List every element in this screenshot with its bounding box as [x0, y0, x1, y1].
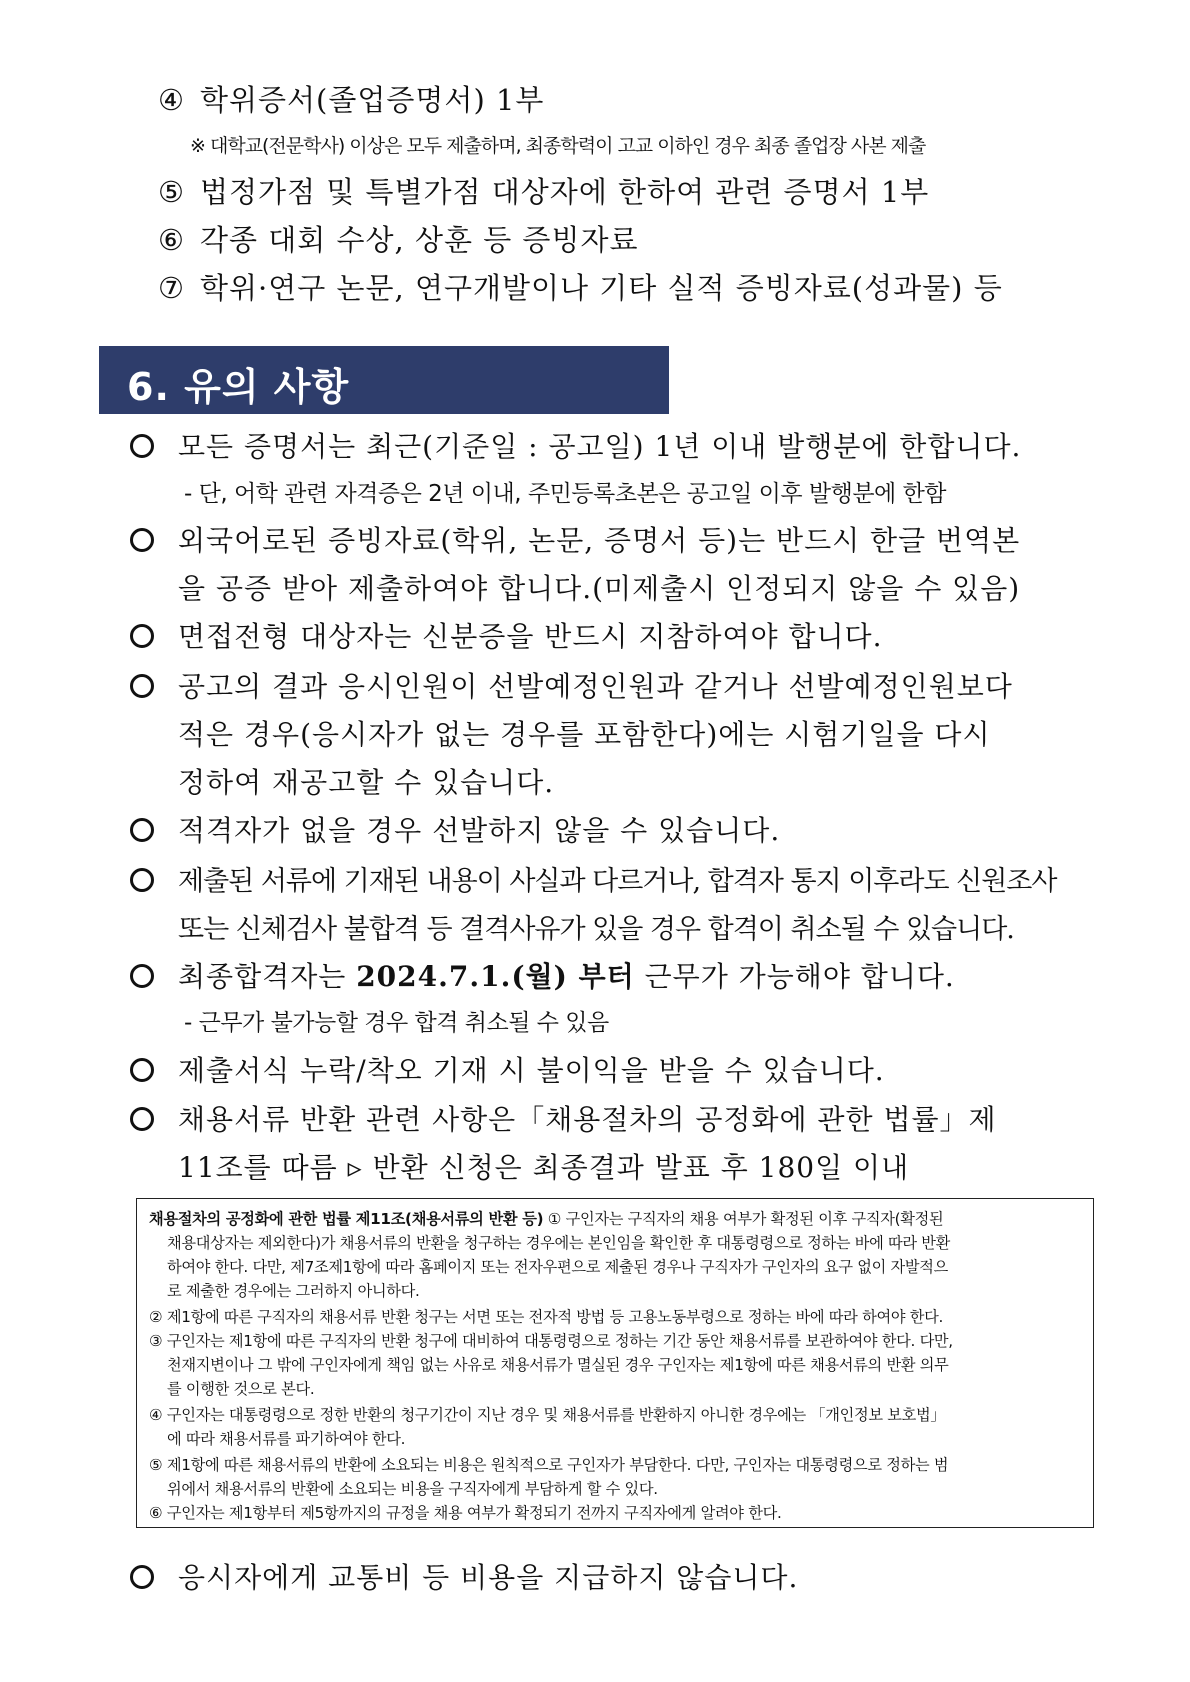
- notice-9-line-1: 채용서류 반환 관련 사항은「채용절차의 공정화에 관한 법률」제: [178, 1103, 997, 1136]
- bullet-circle-icon: [130, 1058, 154, 1082]
- law-heading: 채용절차의 공정화에 관한 법률 제11조(채용서류의 반환 등): [149, 1210, 544, 1228]
- item-marker: ⑦: [158, 271, 185, 305]
- doc-item-7: [158, 266, 1003, 307]
- item-marker: ⑤: [158, 175, 185, 209]
- notice-4-line-2: 적은 경우(응시자가 없는 경우를 포함한다)에는 시험기일을 다시: [178, 718, 991, 751]
- doc-item-4: [158, 78, 544, 119]
- law-paragraph-3-line-1: ③ 구인자는 제1항에 따른 구직자의 반환 청구에 대비하여 대통령령으로 정하는 기간 동안 채용서류를 보관하여야 한다. 다만,: [149, 1332, 953, 1350]
- item-text: 각종 대회 수상, 상훈 등 증빙자료: [200, 223, 639, 257]
- bullet-circle-icon: [130, 674, 154, 698]
- notice-7-start-date: 2024.7.1.(월) 부터: [356, 960, 635, 993]
- notice-1-sub: - 단, 어학 관련 자격증은 2년 이내, 주민등록초본은 공고일 이후 발행분에 한함: [184, 481, 947, 507]
- notice-6-line-1: 제출된 서류에 기재된 내용이 사실과 다르거나, 합격자 통지 이후라도 신원조사: [178, 866, 1057, 897]
- law-paragraph-3-line-3: 를 이행한 것으로 본다.: [167, 1380, 315, 1398]
- doc-item-5: [158, 170, 929, 211]
- doc-item-6: [158, 218, 639, 259]
- notice-2-line-2: 을 공증 받아 제출하여야 합니다.(미제출시 인정되지 않을 수 있음): [178, 572, 1021, 605]
- notice-2-line-1: 외국어로된 증빙자료(학위, 논문, 증명서 등)는 반드시 한글 번역본: [178, 524, 1021, 557]
- notice-7-suffix: 근무가 가능해야 합니다.: [634, 960, 955, 993]
- law-paragraph-4-line-1: ④ 구인자는 대통령령으로 정한 반환의 청구기간이 지난 경우 및 채용서류를 반환하지 아니한 경우에는 「개인정보 보호법」: [149, 1406, 946, 1424]
- notice-10: 응시자에게 교통비 등 비용을 지급하지 않습니다.: [178, 1561, 799, 1594]
- item-marker: ④: [158, 83, 185, 117]
- degree-note: ※ 대학교(전문학사) 이상은 모두 제출하며, 최종학력이 고교 이하인 경우 최종 졸업장 사본 제출: [190, 135, 926, 157]
- notice-5: 적격자가 없을 경우 선발하지 않을 수 있습니다.: [178, 814, 781, 847]
- notice-7-sub: - 근무가 불가능할 경우 합격 취소될 수 있음: [184, 1010, 609, 1036]
- law-excerpt-box: [136, 1198, 1094, 1528]
- notice-4-line-3: 정하여 재공고할 수 있습니다.: [178, 766, 555, 799]
- bullet-circle-icon: [130, 434, 154, 458]
- bullet-circle-icon: [130, 528, 154, 552]
- law-paragraph-4-line-2: 에 따라 채용서류를 파기하여야 한다.: [167, 1430, 406, 1448]
- law-paragraph-1-line-1: [149, 1208, 943, 1229]
- law-paragraph-1-line-4: 로 제출한 경우에는 그러하지 아니하다.: [167, 1282, 420, 1300]
- item-text: 학위증서(졸업증명서) 1부: [200, 83, 545, 117]
- law-paragraph-1-line-3: 하여야 한다. 다만, 제7조제1항에 따라 홈페이지 또는 전자우편으로 제출된 경우나 구직자가 구인자의 요구 없이 자발적으: [167, 1258, 948, 1276]
- item-text: 법정가점 및 특별가점 대상자에 한하여 관련 증명서 1부: [200, 175, 930, 209]
- notice-4-line-1: 공고의 결과 응시인원이 선발예정인원과 같거나 선발예정인원보다: [178, 670, 1013, 703]
- bullet-circle-icon: [130, 624, 154, 648]
- notice-7-prefix: 최종합격자는: [178, 960, 357, 993]
- bullet-circle-icon: [130, 868, 154, 892]
- item-marker: ⑥: [158, 223, 185, 257]
- notice-7: [178, 955, 955, 995]
- item-text: 학위·연구 논문, 연구개발이나 기타 실적 증빙자료(성과물) 등: [200, 271, 1003, 305]
- notice-1: 모든 증명서는 최근(기준일 : 공고일) 1년 이내 발행분에 한합니다.: [178, 430, 1022, 463]
- bullet-circle-icon: [130, 818, 154, 842]
- notice-6-line-2: 또는 신체검사 불합격 등 결격사유가 있을 경우 합격이 취소될 수 있습니다.: [178, 914, 1014, 945]
- law-paragraph-2: ② 제1항에 따른 구직자의 채용서류 반환 청구는 서면 또는 전자적 방법 등 고용노동부령으로 정하는 바에 따라 하여야 한다.: [149, 1308, 943, 1326]
- law-paragraph-1-text: ① 구인자는 구직자의 채용 여부가 확정된 이후 구직자(확정된: [543, 1210, 944, 1228]
- law-paragraph-5-line-1: ⑤ 제1항에 따른 채용서류의 반환에 소요되는 비용은 원칙적으로 구인자가 부담한다. 다만, 구인자는 대통령령으로 정하는 범: [149, 1456, 949, 1474]
- law-paragraph-3-line-2: 천재지변이나 그 밖에 구인자에게 책임 없는 사유로 채용서류가 멸실된 경우 구인자는 제1항에 따른 채용서류의 반환 의무: [167, 1356, 949, 1374]
- law-paragraph-1-line-2: 채용대상자는 제외한다)가 채용서류의 반환을 청구하는 경우에는 본인임을 확인한 후 대통령령으로 정하는 바에 따라 반환: [167, 1234, 951, 1252]
- law-paragraph-6: ⑥ 구인자는 제1항부터 제5항까지의 규정을 채용 여부가 확정되기 전까지 구직자에게 알려야 한다.: [149, 1504, 782, 1522]
- bullet-circle-icon: [130, 1107, 154, 1131]
- notice-3: 면접전형 대상자는 신분증을 반드시 지참하여야 합니다.: [178, 620, 883, 653]
- section-title: 6. 유의 사항: [127, 365, 350, 409]
- bullet-circle-icon: [130, 964, 154, 988]
- notice-9-line-2: 11조를 따름 ▹ 반환 신청은 최종결과 발표 후 180일 이내: [178, 1151, 910, 1184]
- section-header: [99, 346, 669, 414]
- law-paragraph-5-line-2: 위에서 채용서류의 반환에 소요되는 비용을 구직자에게 부담하게 할 수 있다.: [167, 1480, 658, 1498]
- bullet-circle-icon: [130, 1565, 154, 1589]
- notice-8: 제출서식 누락/착오 기재 시 불이익을 받을 수 있습니다.: [178, 1054, 885, 1087]
